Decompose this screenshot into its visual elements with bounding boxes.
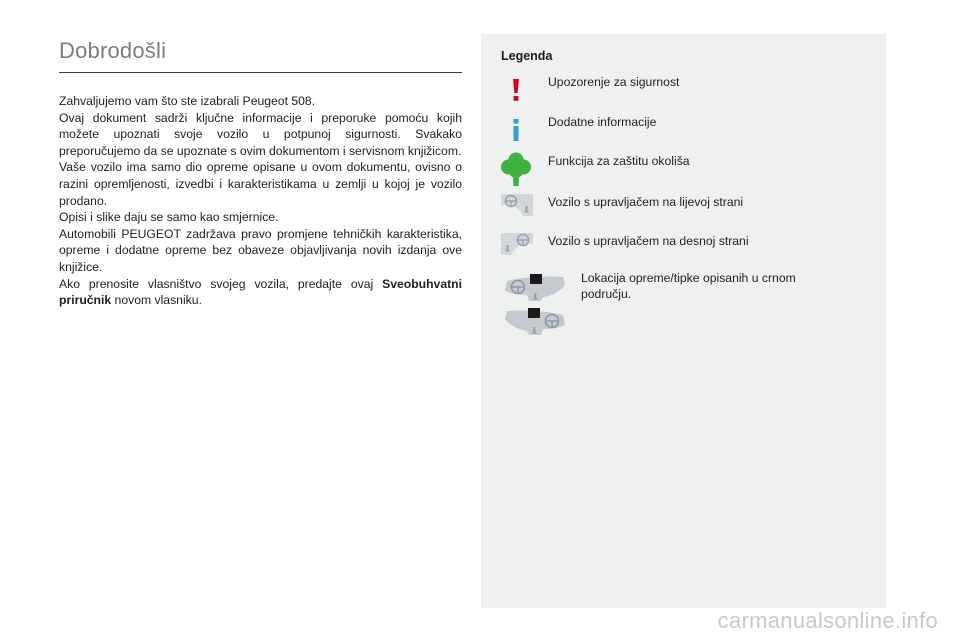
legend-item-environment	[481, 152, 886, 188]
legend-item-equipment-location	[481, 269, 886, 339]
legend-item-left-hand-drive	[481, 192, 886, 222]
intro-paragraph: Automobili PEUGEOT zadržava pravo promjene tehničkih karakteristika, opreme i dodatne opreme bez obaveze objavljivanja novih izdanja ove knjižice.	[59, 226, 462, 274]
page-title: Dobrodošli	[59, 38, 167, 63]
left-hand-drive-icon	[501, 192, 533, 218]
legend-title: Legenda	[501, 49, 553, 63]
equipment-location-icon	[501, 271, 569, 335]
legend-item-right-hand-drive	[481, 231, 886, 261]
legend-item-warning	[481, 74, 886, 104]
right-hand-drive-icon	[501, 231, 533, 257]
handover-text: Ako prenosite vlasništvo svojeg vozila, predajte ovaj	[59, 276, 383, 291]
legend-label: Lokacija opreme/tipke opisanih u crnom području.	[581, 271, 796, 301]
watermark: carmanualsonline.info	[717, 608, 938, 633]
warning-exclamation-icon	[509, 78, 523, 102]
legend-label: Upozorenje za sigurnost	[548, 75, 680, 89]
legend-label: Dodatne informacije	[548, 115, 657, 129]
legend-label: Vozilo s upravljačem na desnoj strani	[548, 234, 749, 248]
legend-panel	[481, 34, 886, 608]
intro-paragraph: Opisi i slike daju se samo kao smjernice.	[59, 210, 279, 225]
legend-label: Vozilo s upravljačem na lijevoj strani	[548, 195, 744, 209]
intro-text	[59, 93, 462, 309]
legend-label: Funkcija za zaštitu okoliša	[548, 154, 690, 168]
intro-paragraph: Vaše vozilo ima samo dio opreme opisane u ovom dokumentu, ovisno o razini opremljenosti, izvedbi i karakteristikama u zemlji u kojoj je vozilo prodano.	[59, 160, 462, 208]
legend-item-info	[481, 114, 886, 144]
info-icon	[510, 118, 522, 142]
manual-name: Sveobuhvatni priručnik	[59, 276, 462, 308]
title-divider	[59, 72, 462, 73]
tree-icon	[501, 152, 531, 188]
intro-paragraph: Ovaj dokument sadrži ključne informacije i preporuke pomoću kojih možete upoznati svoje vozilo u potpunoj sigurnosti. Svakako preporučujemo da se upoznate s ovim dokumentom i servisnom knjižicom.	[59, 110, 462, 158]
handover-paragraph	[59, 276, 462, 309]
intro-paragraph: Zahvaljujemo vam što ste izabrali Peugeot 508.	[59, 94, 316, 108]
handover-text-end: novom vlasniku.	[111, 293, 202, 308]
